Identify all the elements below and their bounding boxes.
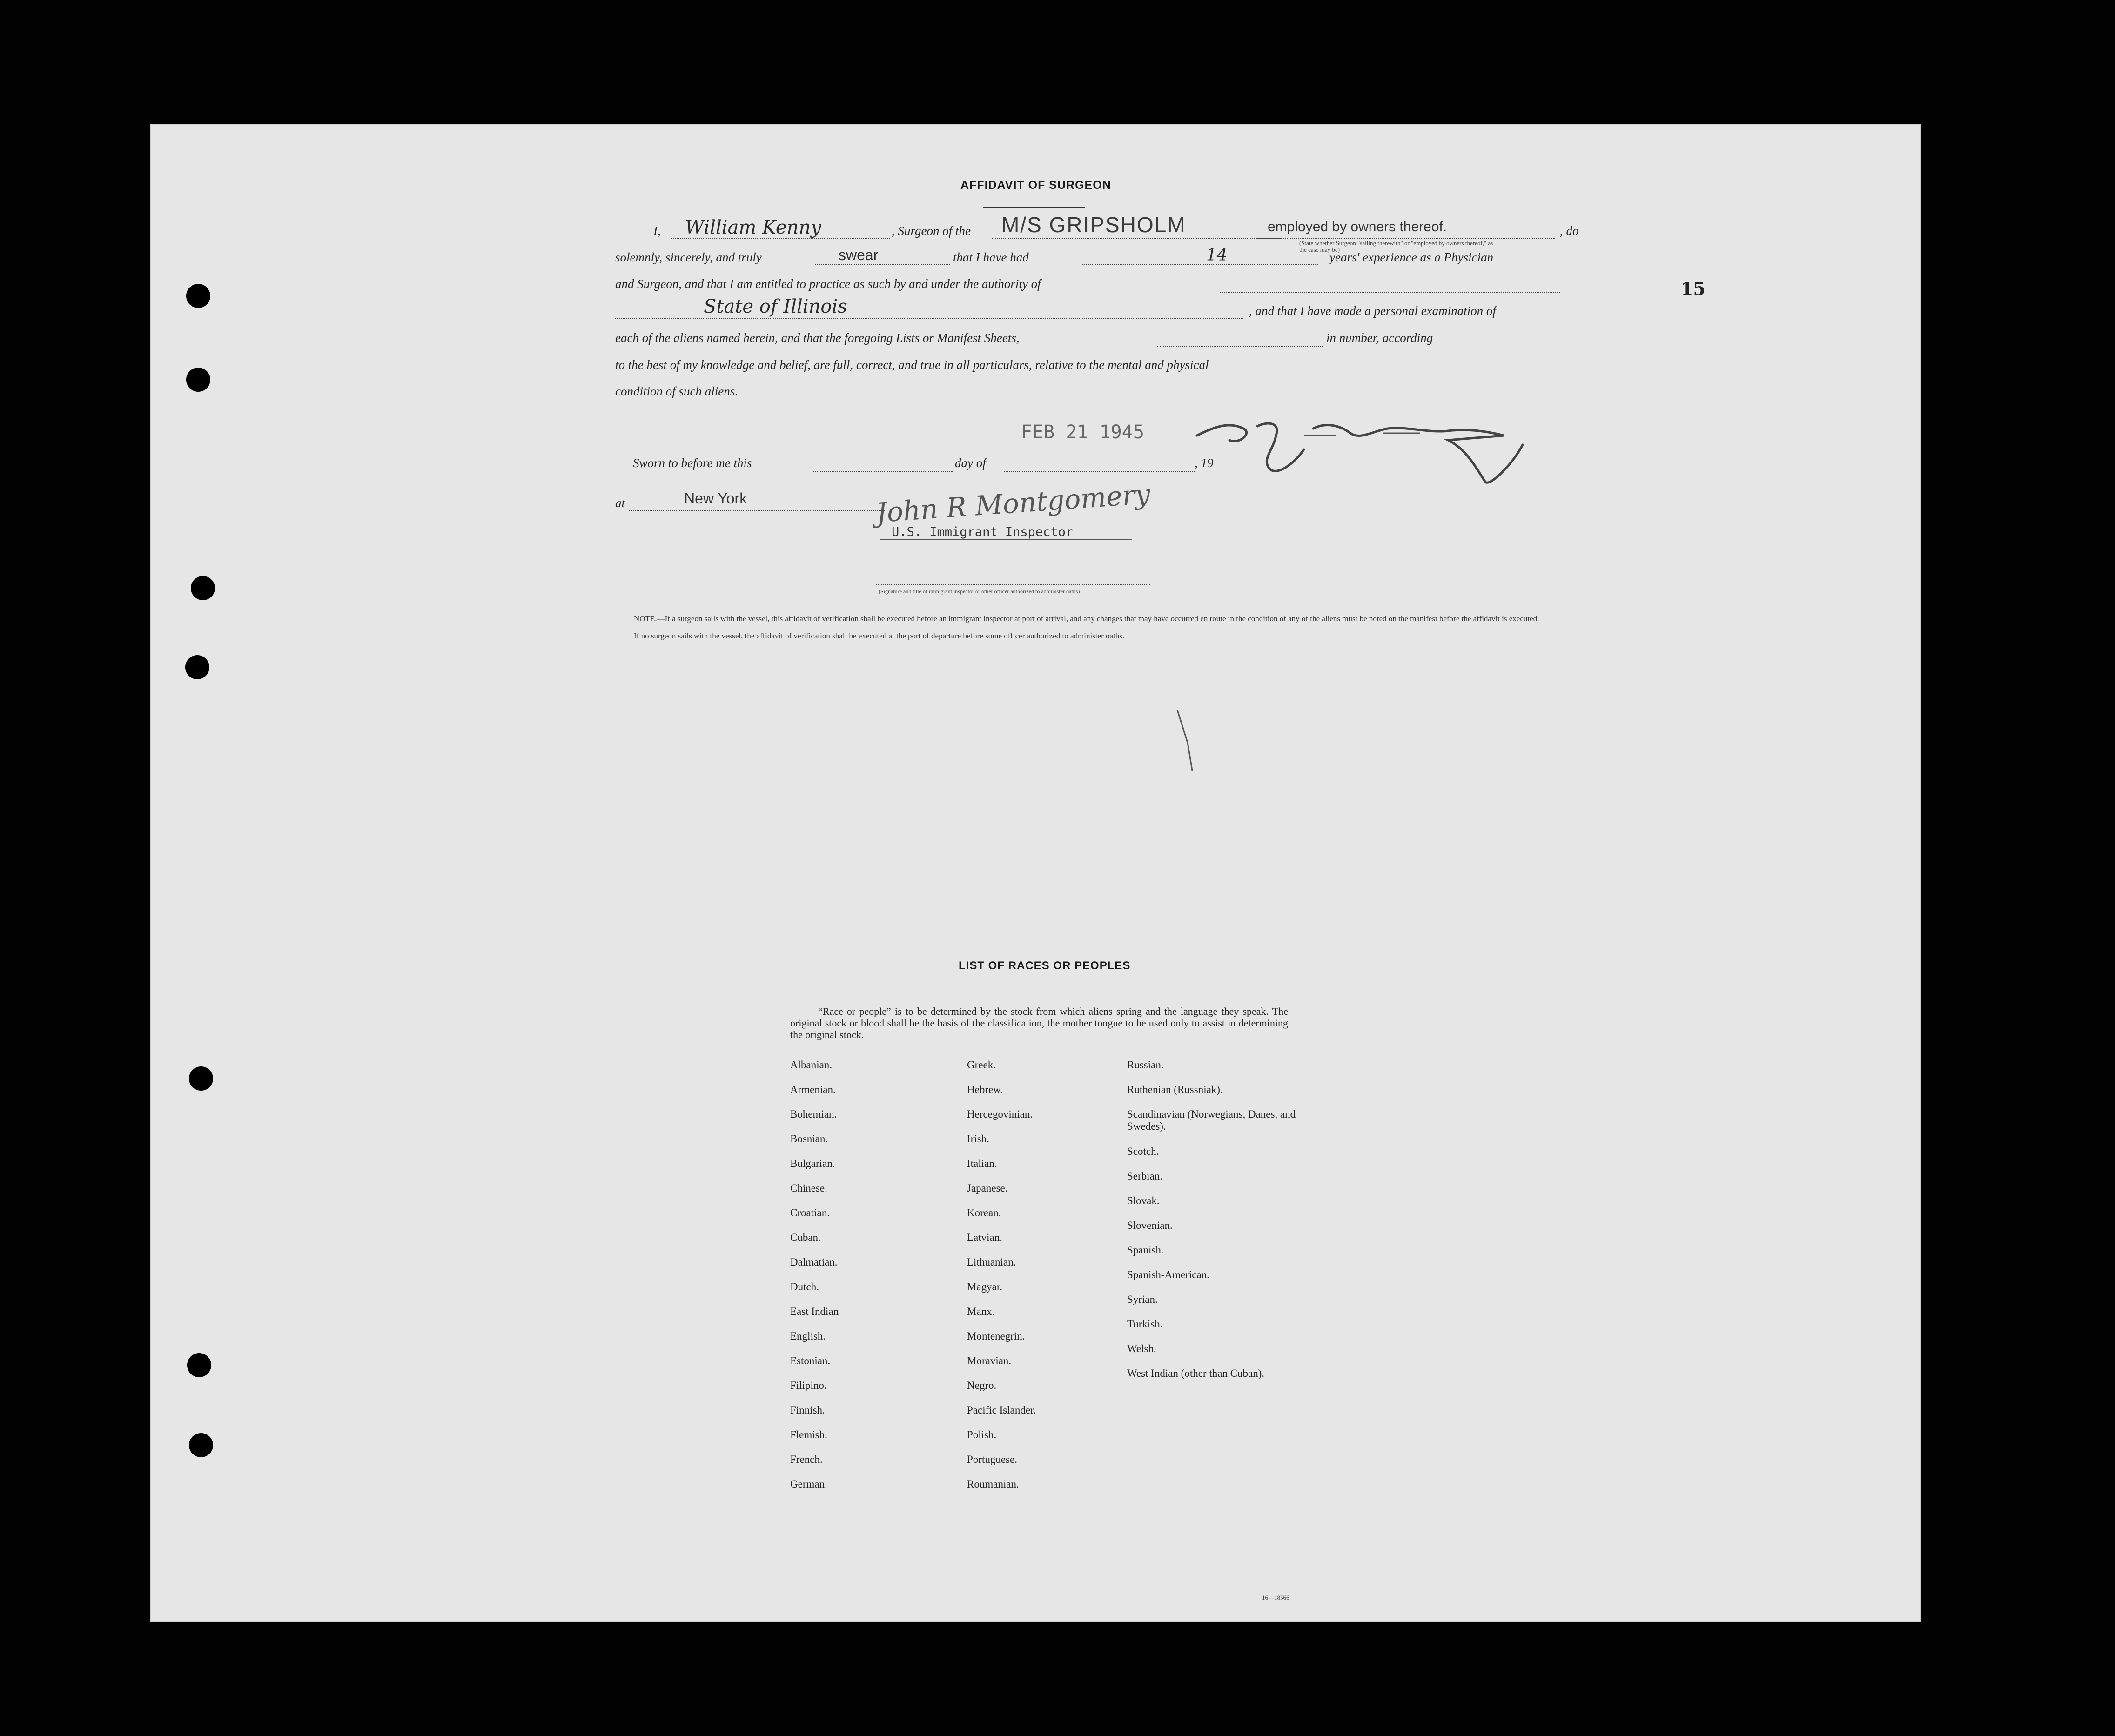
line3-line <box>1220 292 1560 293</box>
note-1: NOTE.—If a surgeon sails with the vessel, this affidavit of verification shall be executed before an immigrant inspector at port of arrival, and any changes that may have occurred en route in the condition of any of the aliens must be noted on the manifest before the affidavit is executed. <box>634 614 1539 623</box>
date-stamp: FEB 21 1945 <box>1021 422 1144 443</box>
race-item: Roumanian. <box>967 1478 1019 1490</box>
punch-hole <box>189 1433 213 1457</box>
sworn-prefix: Sworn to before me this <box>633 456 752 470</box>
race-item: Estonian. <box>790 1355 831 1367</box>
race-item: Serbian. <box>1127 1170 1163 1182</box>
race-item: Pacific Islander. <box>967 1404 1036 1416</box>
race-item: Korean. <box>967 1207 1001 1219</box>
race-item: Chinese. <box>790 1182 827 1194</box>
race-item: Ruthenian (Russniak). <box>1127 1084 1223 1095</box>
note-2: If no surgeon sails with the vessel, the affidavit of verification shall be executed at the port of departure before some officer authorized to administer oaths. <box>634 631 1125 640</box>
form-number: 16—18566 <box>1262 1594 1289 1601</box>
race-item: Flemish. <box>790 1429 827 1441</box>
races-column-3 <box>1127 1059 1304 1405</box>
at-line <box>629 510 885 511</box>
line4-suffix: , and that I have made a personal examination of <box>1249 304 1496 318</box>
races-column-1 <box>790 1059 839 1503</box>
race-item: Scandinavian (Norwegians, Danes, and Swedes). <box>1127 1108 1296 1132</box>
affidavit-title: AFFIDAVIT OF SURGEON <box>960 179 1111 192</box>
race-item: Manx. <box>967 1306 995 1317</box>
race-item: Turkish. <box>1127 1318 1163 1330</box>
race-item: Spanish-American. <box>1127 1269 1209 1280</box>
race-item: Negro. <box>967 1380 997 1391</box>
race-item: Japanese. <box>967 1182 1008 1194</box>
line5-suffix: in number, according <box>1326 331 1433 345</box>
races-intro: “Race or people” is to be determined by the stock from which aliens spring and the language they speak. The original stock or blood shall be the basis of the classification, the mother tongue to be used only to assist in determining the original stock. <box>790 1005 1288 1040</box>
race-item: Hercegovinian. <box>967 1108 1033 1120</box>
race-item: Bulgarian. <box>790 1158 835 1169</box>
at-place: New York <box>684 490 747 507</box>
inspector-title: U.S. Immigrant Inspector <box>892 525 1074 539</box>
line6: to the best of my knowledge and belief, are full, correct, and true in all particulars, relative to the mental and physical <box>615 358 1209 372</box>
document-page <box>150 124 1921 1622</box>
race-item: Slovenian. <box>1127 1220 1173 1231</box>
at-label: at <box>615 496 625 510</box>
race-item: Italian. <box>967 1158 997 1169</box>
race-item: Latvian. <box>967 1232 1002 1243</box>
races-column-2 <box>967 1059 1036 1503</box>
status-note: (State whether Surgeon "sailing therewith" or "employed by owners thereof," as the case may be) <box>1299 240 1493 253</box>
race-item: English. <box>790 1330 826 1342</box>
race-item: Armenian. <box>790 1084 836 1095</box>
race-item: Slovak. <box>1127 1195 1160 1206</box>
vessel-line <box>992 238 1281 239</box>
surgeon-name-line <box>671 238 890 239</box>
punch-hole <box>191 576 215 600</box>
race-item: Russian. <box>1127 1059 1164 1071</box>
race-item: Albanian. <box>790 1059 833 1071</box>
oath-word: swear <box>839 247 879 263</box>
surgeon-signature <box>1188 408 1532 491</box>
oath-line <box>815 264 950 265</box>
punch-hole <box>185 655 209 679</box>
line2-mid: that I have had <box>953 250 1029 264</box>
years-handwritten: 14 <box>1206 246 1228 265</box>
authority-handwritten: State of Illinois <box>704 296 847 317</box>
race-item: Dalmatian. <box>790 1256 838 1268</box>
race-item: Scotch. <box>1127 1146 1159 1157</box>
race-item: German. <box>790 1478 827 1490</box>
punch-hole <box>186 368 210 392</box>
punch-hole <box>186 284 210 308</box>
race-item: Lithuanian. <box>967 1256 1016 1268</box>
line3: and Surgeon, and that I am entitled to practice as such by and under the authority of <box>615 277 1041 291</box>
page-number: 15 <box>1681 278 1705 299</box>
signature-line <box>876 584 1150 585</box>
race-item: West Indian (other than Cuban). <box>1127 1367 1265 1379</box>
surgeon-name-handwritten: William Kenny <box>685 217 821 238</box>
race-item: Croatian. <box>790 1207 830 1219</box>
race-item: Finnish. <box>790 1404 825 1416</box>
title-rule <box>983 207 1085 208</box>
race-item: East Indian <box>790 1306 839 1317</box>
punch-hole <box>187 1353 211 1377</box>
race-item: Dutch. <box>790 1281 819 1293</box>
line1-suffix: , do <box>1560 224 1579 238</box>
inspector-title-underline <box>880 539 1132 540</box>
race-item: Cuban. <box>790 1232 821 1243</box>
sheets-line <box>1157 346 1323 347</box>
authority-line <box>615 318 1243 319</box>
line7: condition of such aliens. <box>615 384 738 398</box>
race-item: Bohemian. <box>790 1108 837 1120</box>
line5-prefix: each of the aliens named herein, and that the foregoing Lists or Manifest Sheets, <box>615 331 1020 345</box>
years-line <box>1081 264 1318 265</box>
signature-caption: (Signature and title of immigrant inspector or other officer authorized to administer oaths) <box>879 588 1080 595</box>
race-item: Irish. <box>967 1133 989 1145</box>
race-item: Hebrew. <box>967 1084 1003 1095</box>
sworn-month-line <box>1004 471 1195 472</box>
line1-mid: , Surgeon of the <box>892 224 971 238</box>
race-item: Portuguese. <box>967 1454 1017 1465</box>
race-item: French. <box>790 1454 823 1465</box>
line2-prefix: solemnly, sincerely, and truly <box>615 250 762 264</box>
employment-line <box>1257 238 1555 239</box>
race-item: Spanish. <box>1127 1244 1164 1256</box>
race-item: Magyar. <box>967 1281 1003 1293</box>
race-item: Welsh. <box>1127 1343 1156 1354</box>
sworn-year: , 19 <box>1195 456 1214 470</box>
race-item: Polish. <box>967 1429 997 1441</box>
line1-prefix: I, <box>653 224 661 238</box>
race-item: Moravian. <box>967 1355 1012 1367</box>
races-title: LIST OF RACES OR PEOPLES <box>959 959 1131 972</box>
sworn-day-of: day of <box>955 456 986 470</box>
race-item: Bosnian. <box>790 1133 828 1145</box>
vessel-name: M/S GRIPSHOLM <box>1001 213 1186 237</box>
employment-status: employed by owners thereof. <box>1268 219 1447 235</box>
race-item: Filipino. <box>790 1380 827 1391</box>
race-item: Montenegrin. <box>967 1330 1025 1342</box>
punch-hole <box>189 1066 213 1091</box>
race-item: Greek. <box>967 1059 996 1071</box>
race-item: Syrian. <box>1127 1294 1158 1305</box>
stray-mark <box>1174 705 1202 775</box>
line2-suffix: years' experience as a Physician <box>1329 250 1494 264</box>
sworn-day-line <box>813 471 953 472</box>
inspector-signature: John R Montgomery <box>875 478 1151 529</box>
